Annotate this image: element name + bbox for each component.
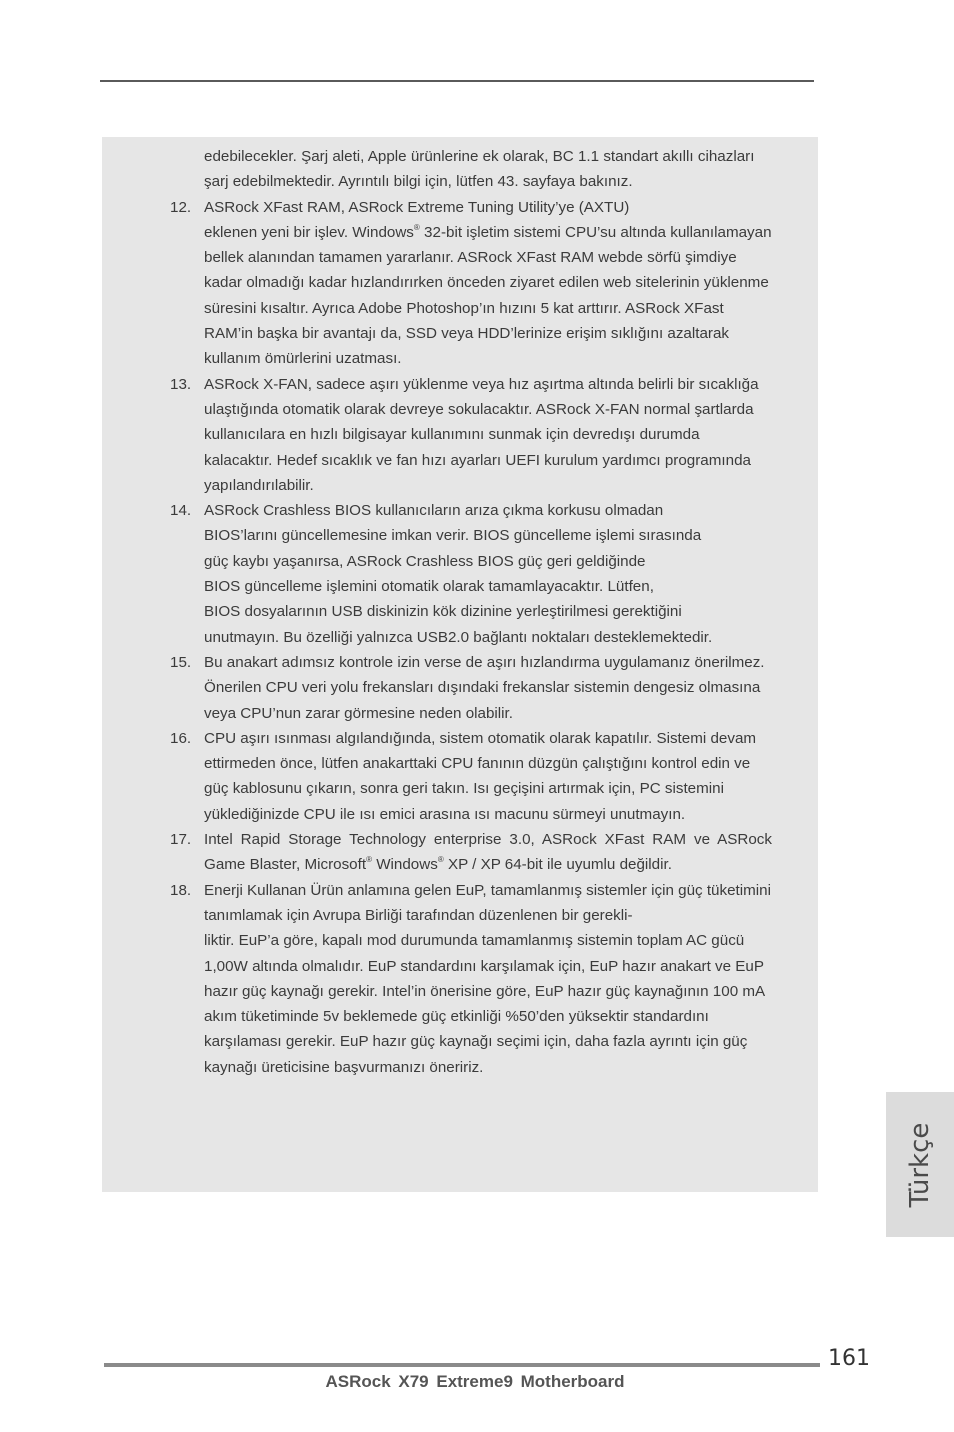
list-item-continuation (160, 144, 772, 195)
item-number: 17. (170, 831, 192, 849)
item-text: ASRock XFast RAM, ASRock Extreme Tuning Utility’ye (AXTU) eklenen yeni bir işlev. Windows® 32-bit işletim sistemi CPU’su altında kullanılamayan bellek alanından tamamen yararlanır. ASRock XFast RAM webde sörfü şimdiye kadar olmadığı kadar hızlandırırken önceden ziyaret edilen web sitelerinin yüklenme süresini kısaltır. Ayrıca Adobe Photoshop’ın hızını 5 kat arttırır. ASRock XFast RAM’in başka bir avantajı da, SSD veya HDD’lerinize erişim sıklığını azaltarak kullanım ömürlerini uzatması. (204, 198, 772, 368)
item-number: 15. (170, 653, 192, 671)
header-rule (100, 80, 814, 82)
item-text: CPU aşırı ısınması algılandığında, sistem otomatik olarak kapatılır. Sistemi devam ettirmeden önce, lütfen anakarttaki CPU fanının düzgün çalıştığını kontrol edin ve güç kablosunu çıkarın, sonra geri takın. Isı geçişini artırmak için, PC sistemini yüklediğinizde CPU ile ısı emici arasına ısı macunu sürmeyi unutmayın. (204, 729, 757, 823)
item-number: 14. (170, 502, 192, 520)
footer-title: ASRock X79 Extreme9 Motherboard (325, 1372, 625, 1391)
item-number: 16. (170, 729, 192, 747)
item-text: Intel Rapid Storage Technology enterprise 3.0, ASRock XFast RAM ve ASRock Game Blaster, Microsoft® Windows® XP / XP 64-bit ile uyumlu değildir. (204, 831, 772, 874)
item-text: Bu anakart adımsız kontrole izin verse de aşırı hızlandırma uygulamanız önerilmez. Önerilen CPU veri yolu frekansları dışındaki frekanslar sistemin dengesiz olmasına veya CPU’nun zarar görmesine neden olabilir. (204, 653, 765, 722)
item-text: edebilecekler. Şarj aleti, Apple ürünlerine ek olarak, BC 1.1 standart akıllı cihazları şarj edebilmektedir. Ayrıntılı bilgi için, lütfen 43. sayfaya bakınız. (204, 148, 755, 191)
language-tab (886, 1092, 954, 1237)
list-item-14 (160, 498, 772, 650)
page-number: 161 (828, 1346, 870, 1371)
item-number: 18. (170, 881, 192, 899)
list-item-15 (160, 650, 772, 726)
list-item-18 (160, 878, 772, 1080)
language-label: Türkçe (905, 1122, 935, 1207)
notes-list (160, 144, 772, 1080)
item-text: ASRock Crashless BIOS kullanıcıların arıza çıkma korkusu olmadan BIOS’larını güncellemesine imkan verir. BIOS güncelleme işlemi sırasında güç kaybı yaşanırsa, ASRock Crashless BIOS güç geri geldiğinde BIOS güncelleme işlemini otomatik olarak tamamlayacaktır. Lütfen, BIOS dosyalarının USB diskinizin kök dizinine yerleştirilmesi gerektiğini unutmayın. Bu özelliği yalnızca USB2.0 bağlantı noktaları desteklemektedir. (204, 502, 713, 646)
item-number: 13. (170, 375, 192, 393)
list-item-16 (160, 726, 772, 827)
item-number: 12. (170, 198, 192, 216)
item-text: Enerji Kullanan Ürün anlamına gelen EuP, tamamlanmış sistemler için güç tüketimini tanımlamak için Avrupa Birliği tarafından düzenlenen bir gerekli- liktir. EuP’a göre, kapalı mod durumunda tamamlanmış sistemin toplam AC gücü 1,00W altında olmalıdır. EuP standardını karşılamak için, EuP hazır anakart ve EuP hazır güç kaynağı gerekir. Intel’in önerisine göre, EuP hazır güç kaynağının 100 mA akım tüketiminde 5v beklemede güç etkinliği %50’den yüksektir standardını karşılaması gerekir. EuP hazır güç kaynağı seçimi için, daha fazla ayrıntı için güç kaynağı üreticisine başvurmanızı öneririz. (204, 881, 771, 1076)
list-item-13 (160, 372, 772, 498)
list-item-17 (160, 827, 772, 878)
list-item-12 (160, 195, 772, 372)
item-text: ASRock X-FAN, sadece aşırı yüklenme veya hız aşırtma altında belirli bir sıcaklığa ulaştığında otomatik olarak devreye sokulacaktır. ASRock X-FAN normal şartlarda kullanıcılara en hızlı bilgisayar kullanımını sunmak için devredışı durumda kalacaktır. Hedef sıcaklık ve fan hızı ayarları UEFI kurulum yardımcı programında yapılandırılabilir. (204, 375, 759, 494)
footer-rule (104, 1363, 820, 1367)
